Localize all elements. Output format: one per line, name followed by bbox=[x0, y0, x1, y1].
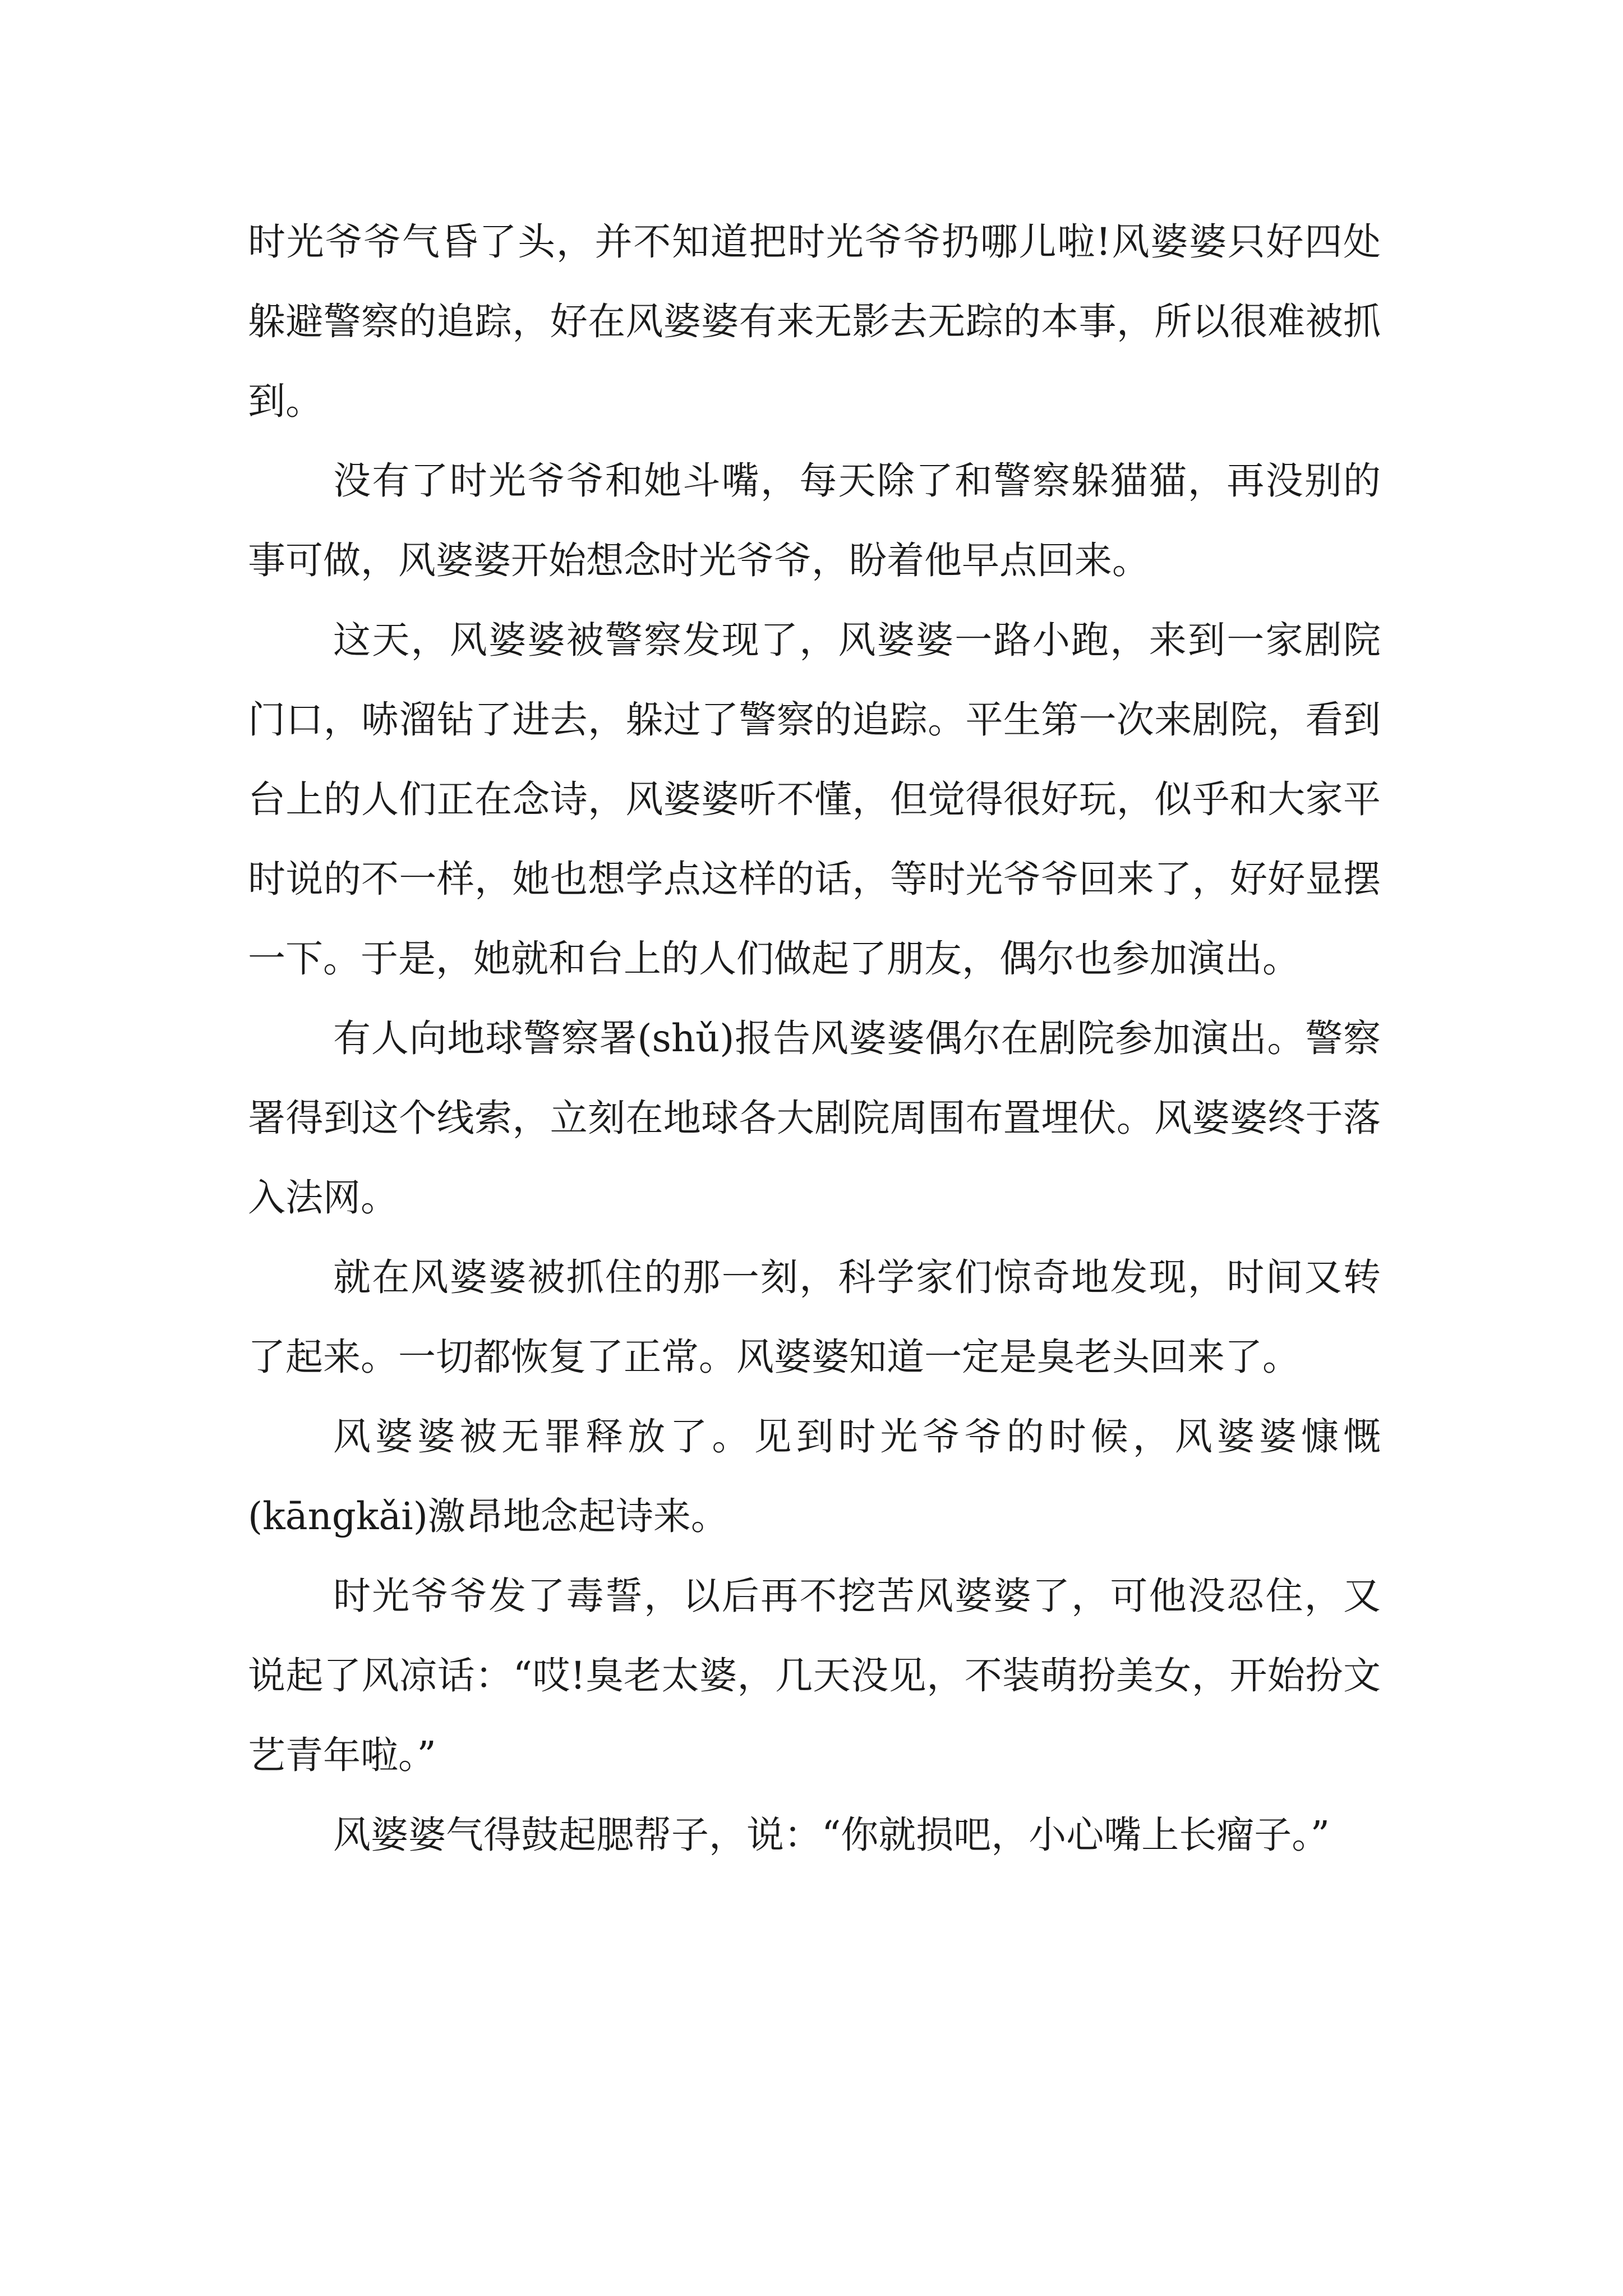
paragraph-8: 风婆婆气得鼓起腮帮子，说：“你就损吧，小心嘴上长瘤子。” bbox=[333, 1813, 1330, 1857]
paragraph-3: 这天，风婆婆被警察发现了，风婆婆一路小跑，来到一家剧院门口，哧溜钻了进去，躲过了警察的追踪。平生第一次来剧院，看到台上的人们正在念诗，风婆婆听不懂，但觉得很好玩，似乎和大家平时说的不一样，她也想学点这样的话，等时光爷爷回来了，好好显摆一下。于是，她就和台上的人们做起了朋友，偶尔也参加演出。 bbox=[248, 618, 1381, 981]
body-text bbox=[248, 202, 1381, 1875]
paragraph-2: 没有了时光爷爷和她斗嘴，每天除了和警察躲猫猫，再没别的事可做，风婆婆开始想念时光爷爷，盼着他早点回来。 bbox=[248, 459, 1381, 582]
paragraph-1: 时光爷爷气昏了头，并不知道把时光爷爷扔哪儿啦!风婆婆只好四处躲避警察的追踪，好在风婆婆有来无影去无踪的本事，所以很难被抓到。 bbox=[248, 220, 1381, 423]
paragraph-5: 就在风婆婆被抓住的那一刻，科学家们惊奇地发现，时间又转了起来。一切都恢复了正常。风婆婆知道一定是臭老头回来了。 bbox=[248, 1255, 1381, 1379]
paragraph-7: 时光爷爷发了毒誓，以后再不挖苦风婆婆了，可他没忍住，又说起了风凉话：“哎!臭老太婆，几天没见，不装萌扮美女，开始扮文艺青年啦。” bbox=[248, 1574, 1381, 1777]
paragraph-6: 风婆婆被无罪释放了。见到时光爷爷的时候，风婆婆慷慨(kāngkǎi)激昂地念起诗来。 bbox=[248, 1415, 1381, 1538]
paragraph-4: 有人向地球警察署(shǔ)报告风婆婆偶尔在剧院参加演出。警察署得到这个线索，立刻在地球各大剧院周围布置埋伏。风婆婆终于落入法网。 bbox=[248, 1016, 1381, 1220]
